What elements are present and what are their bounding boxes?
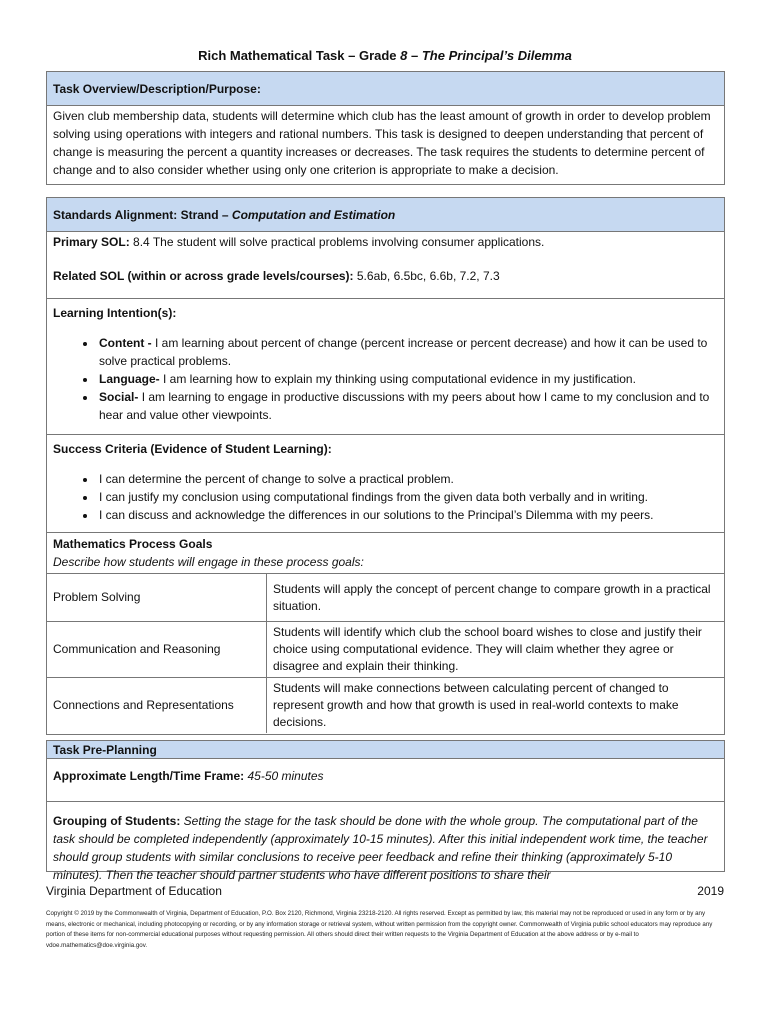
learning-intentions: Learning Intention(s): • Content - I am learning about percent of change (percent increase or percent decrease) and how it can be used to solve practical problems. • Language- I am learning how to explain my thinking using computational evidence in my justification. • Social- I am learning to engage in productive discussions with my peers about how I came to my conclusion and to hear and value other viewpoints. [47,298,724,434]
list-item: • Language- I am learning how to explain my thinking using computational evidence in my justification. [97,370,718,388]
success-criteria: Success Criteria (Evidence of Student Learning): • I can determine the percent of change to solve a practical problem. • I can justify my conclusion using computational findings from the given data both verbally and in writing. • I can discuss and acknowledge the differences in our solutions to the Principal’s Dilemma with my peers. [47,434,724,532]
page-title: Rich Mathematical Task – Grade 8 – The Principal’s Dilemma [198,48,572,63]
table-row [47,678,724,734]
list-item: • Content - I am learning about percent of change (percent increase or percent decrease) and how it can be used to solve practical problems. [97,334,718,370]
footer-year: 2019 [697,884,724,898]
overview-body: Given club membership data, students will determine which club has the least amount of growth in order to develop problem solving using operations with integers and rational numbers. This task is designed to deepen understanding that percent of change is measuring the percent a quantity increases or decreases. The task requires the students to determine percent of change and to also consider whether using only one criterion is appropriate to make a decision. [53,109,711,177]
standards-header: Standards Alignment: Strand – Computation and Estimation [47,198,724,232]
standards-section [46,197,725,735]
goal-desc-cell: Students will apply the concept of percent change to compare growth in a practical situation. [267,574,725,622]
footer-org: Virginia Department of Education [46,884,222,898]
goal-cell: Problem Solving [47,574,267,622]
goal-desc-cell: Students will identify which club the school board wishes to close and justify their choice using computational evidence. They will claim whether they agree or disagree and explain their thinking. [267,622,725,678]
table-row [47,622,724,678]
list-item: • I can discuss and acknowledge the differences in our solutions to the Principal’s Dilemma with my peers. [97,506,718,524]
primary-sol: Primary SOL: 8.4 The student will solve practical problems involving consumer applications. [53,235,545,249]
success-list [53,470,718,524]
table-row [47,574,724,622]
overview-section [46,71,725,185]
goal-cell: Connections and Representations [47,678,267,734]
learning-list [53,334,718,424]
list-item: • I can determine the percent of change to solve a practical problem. [97,470,718,488]
related-sol: Related SOL (within or across grade levels/courses): 5.6ab, 6.5bc, 6.6b, 7.2, 7.3 [53,269,500,283]
list-item: • Social- I am learning to engage in productive discussions with my peers about how I came to my conclusion and to hear and value other viewpoints. [97,388,718,424]
list-item: • I can justify my conclusion using computational findings from the given data both verbally and in writing. [97,488,718,506]
overview-header: Task Overview/Description/Purpose: [47,72,724,106]
preplanning-header: Task Pre-Planning [47,741,724,759]
goal-desc-cell: Students will make connections between calculating percent of changed to represent growth and how that growth is used in real-world contexts to make decisions. [267,678,725,734]
process-goals-table [47,573,724,733]
time-frame: Approximate Length/Time Frame: 45-50 minutes [53,769,324,783]
preplanning-section [46,740,725,882]
copyright-notice: Copyright © 2019 by the Commonwealth of Virginia, Department of Education, P.O. Box 2120, Richmond, Virginia 23218-2120. All rights reserved. Except as permitted by law, this material may not be reproduced or used in any form or by any means, electronic or mechanical, including photocopying or recording, or by any information storage or retrieval system, without written permission from the copyright owner. Commonwealth of Virginia public school educators may reproduce any portion of these items for non-commercial educational purposes without requesting permission. All others should direct their written requests to the Virginia Department of Education at the above address or by e-mail to vdoe.mathematics@doe.virginia.gov. [46,910,713,949]
goal-cell: Communication and Reasoning [47,622,267,678]
grouping: Grouping of Students: Setting the stage for the task should be done with the whole group. The computational part of the task should be completed independently (approximately 10-15 minutes). After this initial independent work time, the teacher should group students with similar conclusions to receive peer feedback and refine their thinking (approximately 5-10 minutes). Then the teacher should partner students who have different positions to share their [47,801,724,889]
process-goals: Mathematics Process Goals Describe how students will engage in these process goals: [47,532,724,573]
sol-block [47,232,724,298]
